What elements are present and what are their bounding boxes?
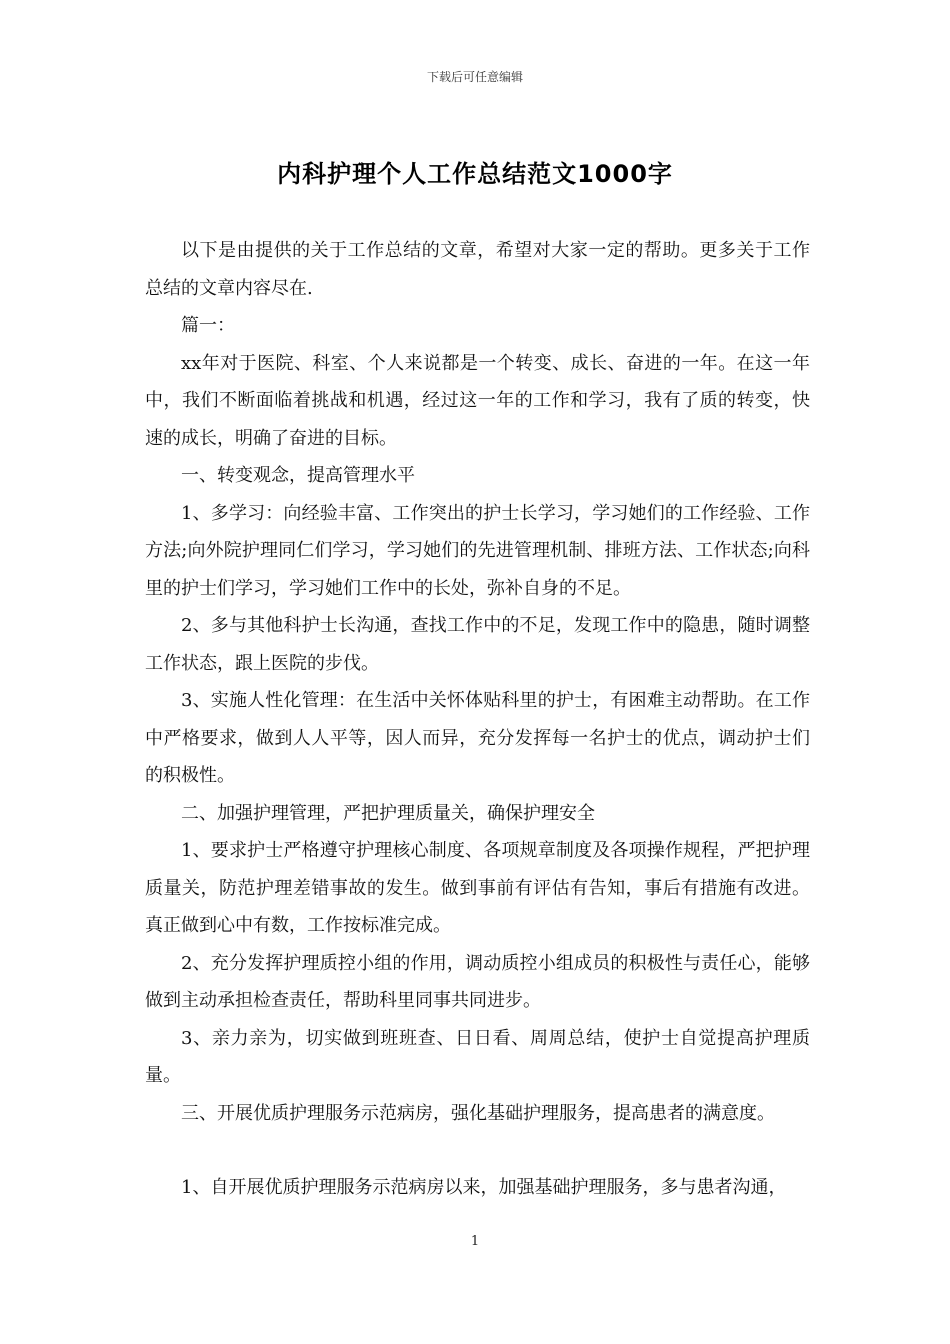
- paragraph-item: 3、亲力亲为，切实做到班班查、日日看、周周总结，使护士自觉提高护理质量。: [145, 1027, 810, 1086]
- paragraph-item: 2、充分发挥护理质控小组的作用，调动质控小组成员的积极性与责任心，能够做到主动承担检查责任，帮助科里同事共同进步。: [145, 952, 810, 1011]
- paragraph-item: 1、多学习：向经验丰富、工作突出的护士长学习，学习她们的工作经验、工作方法;向外院护理同仁们学习，学习她们的先进管理机制、排班方法、工作状态;向科里的护士们学习，学习她们工作中的长处，弥补自身的不足。: [145, 502, 811, 599]
- section-heading-3: 三、开展优质护理服务示范病房，强化基础护理服务，提高患者的满意度。: [181, 1102, 775, 1124]
- paragraph-intro: 以下是由提供的关于工作总结的文章，希望对大家一定的帮助。更多关于工作总结的文章内容尽在.: [145, 240, 810, 299]
- paragraph-item: 1、要求护士严格遵守护理核心制度、各项规章制度及各项操作规程，严把护理质量关，防范护理差错事故的发生。做到事前有评估有告知，事后有措施有改进。真正做到心中有数，工作按标准完成。: [145, 840, 810, 936]
- paragraph-item: 3、实施人性化管理：在生活中关怀体贴科里的护士，有困难主动帮助。在工作中严格要求，做到人人平等，因人而异，充分发挥每一名护士的优点，调动护士们的积极性。: [145, 690, 810, 786]
- paragraph-year-summary: xx年对于医院、科室、个人来说都是一个转变、成长、奋进的一年。在这一年中，我们不断面临着挑战和机遇，经过这一年的工作和学习，我有了质的转变，快速的成长，明确了奋进的目标。: [145, 352, 810, 449]
- section-heading-2: 二、加强护理管理，严把护理质量关，确保护理安全: [181, 802, 595, 824]
- section-heading-1: 一、转变观念，提高管理水平: [181, 465, 415, 486]
- document-title: 内科护理个人工作总结范文1000字: [277, 160, 673, 188]
- document-body: [145, 232, 810, 1207]
- page-header: 下载后可任意编辑: [426, 70, 523, 84]
- page-number: 1: [470, 1234, 480, 1249]
- paragraph-item: 1、自开展优质护理服务示范病房以来，加强基础护理服务，多与患者沟通，: [181, 1177, 787, 1198]
- paragraph-item: 2、多与其他科护士长沟通，查找工作中的不足，发现工作中的隐患，随时调整工作状态，跟上医院的步伐。: [145, 615, 810, 674]
- paragraph-part-one-label: 篇一：: [181, 315, 235, 336]
